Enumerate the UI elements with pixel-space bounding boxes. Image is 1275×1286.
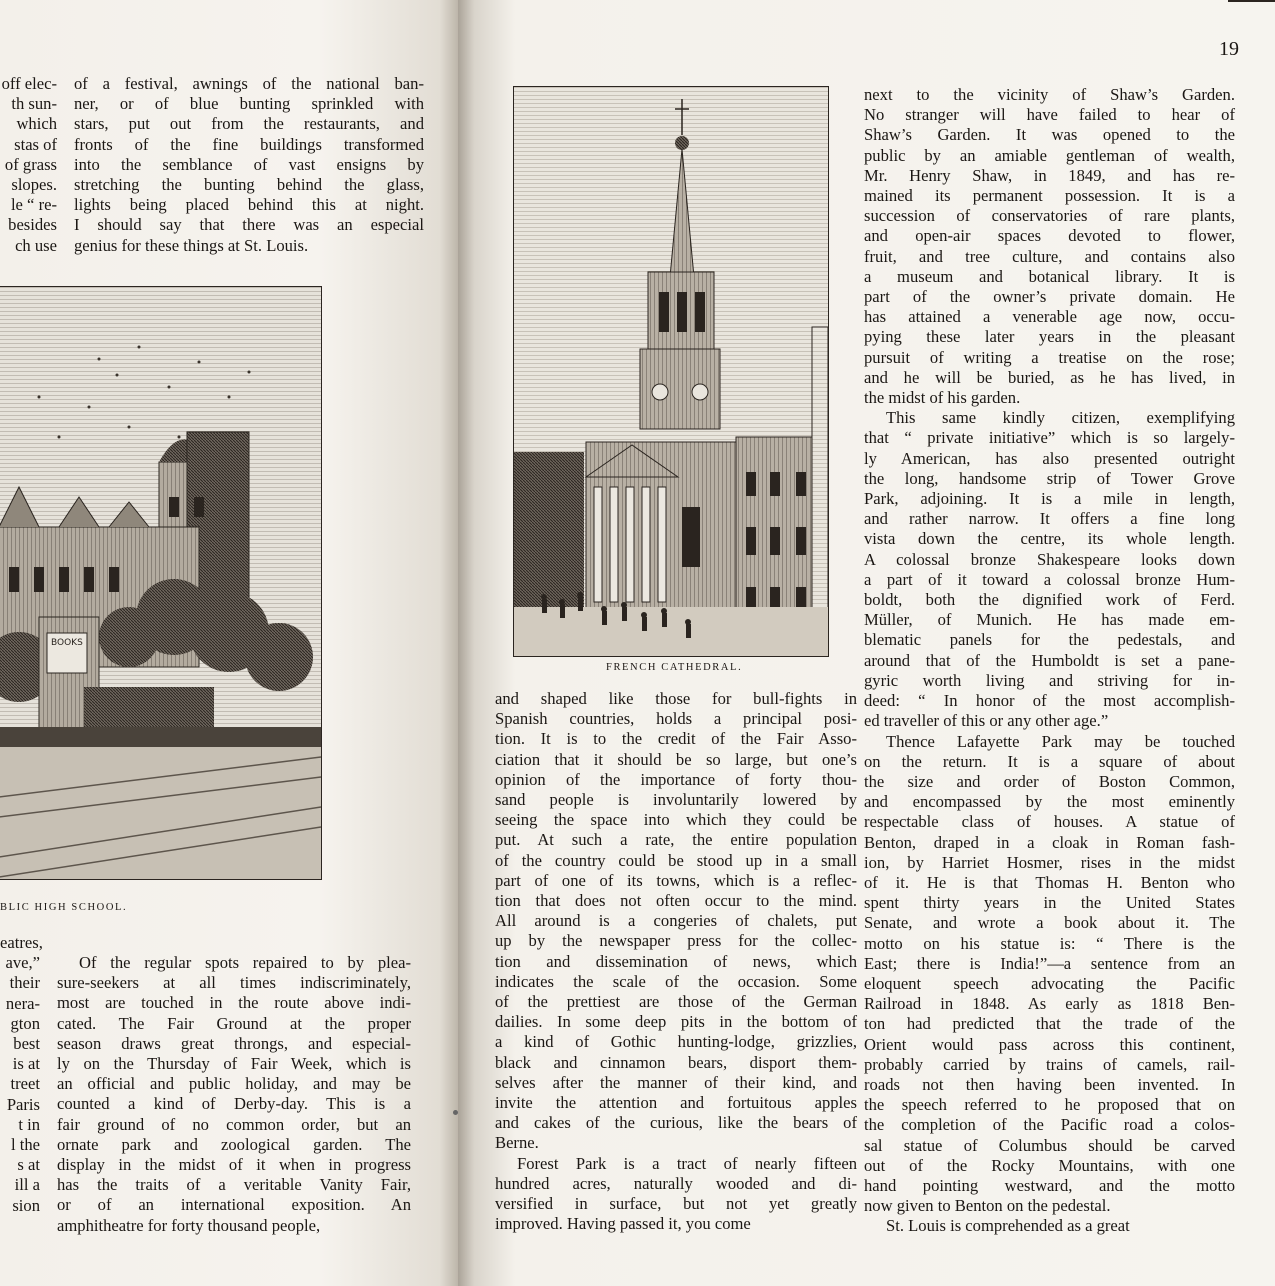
text-line: I should say that there was an especial xyxy=(74,215,424,235)
text-line: and he will be buried, as he has lived, in xyxy=(864,367,1235,387)
text-line: now given to Benton on the pedestal. xyxy=(864,1196,1111,1216)
text-line: eatres, xyxy=(0,933,43,952)
text-line: motto on his statue is: “ There is the xyxy=(864,933,1235,953)
text-line: nera- xyxy=(5,993,40,1013)
text-line: No stranger will have failed to hear of xyxy=(864,105,1235,125)
text-line: ton had predicted that the trade of the xyxy=(864,1014,1235,1034)
text-line: versified in surface, but not yet greatly xyxy=(495,1194,857,1214)
text-line: put. At such a rate, the entire population xyxy=(495,830,857,850)
text-line: on the return. It is a square of about xyxy=(864,751,1235,771)
text-line: display in the midst of it when in progress xyxy=(57,1155,411,1175)
text-line: lights being placed behind this at night. xyxy=(74,195,424,215)
french-cathedral-illustration xyxy=(513,86,829,657)
text-line: selves after the manner of their kind, and xyxy=(495,1072,857,1092)
text-line: of the country could be stood up in a small xyxy=(495,850,857,870)
text-line: gton xyxy=(10,1013,40,1033)
text-line: stas of xyxy=(14,134,57,154)
text-line: t in xyxy=(18,1114,40,1134)
text-line: has attained a venerable age now, occu- xyxy=(864,307,1235,327)
text-line: succession of conservatories of rare plants, xyxy=(864,206,1235,226)
text-line: ly on the Thursday of Fair Week, which is xyxy=(57,1054,411,1074)
text-line: th sun- xyxy=(11,94,57,114)
text-line: Spanish countries, holds a principal posi- xyxy=(495,709,857,729)
text-line: ly American, has also presented outright xyxy=(864,448,1235,468)
text-line: respectable class of houses. A statue of xyxy=(864,812,1235,832)
text-line: Forest Park is a tract of nearly fifteen xyxy=(517,1153,857,1173)
text-line: the midst of his garden. xyxy=(864,388,1021,408)
text-line: a part of it toward a colossal bronze Hum- xyxy=(864,569,1235,589)
text-line: pursuit of writing a treatise on the rose; xyxy=(864,347,1235,367)
text-line: the long, handsome strip of Tower Grove xyxy=(864,468,1235,488)
text-line: part of the owner’s private domain. He xyxy=(864,287,1235,307)
text-line: has the traits of a veritable Vanity Fair, xyxy=(57,1175,411,1195)
page-edge xyxy=(1228,0,1275,2)
text-line: Paris xyxy=(6,1094,40,1114)
text-line: which xyxy=(16,114,57,134)
text-line: of it. He is that Thomas H. Benton who xyxy=(864,872,1235,892)
left-illustration-caption: BLIC HIGH SCHOOL. xyxy=(0,902,128,913)
top-left-fragments xyxy=(0,74,57,256)
text-line: boldt, both the dignified work of Ferd. xyxy=(864,590,1235,610)
text-line: roads not then having been invented. In xyxy=(864,1074,1235,1094)
text-line: vista down the centre, its whole length. xyxy=(864,529,1235,549)
text-line: Of the regular spots repaired to by plea- xyxy=(79,953,411,972)
text-line: Müller, of Munich. He has made em- xyxy=(864,610,1235,630)
text-line: besides xyxy=(8,215,57,235)
text-line: around that of the Humboldt is set a pane- xyxy=(864,650,1235,670)
text-line: spent thirty years in the United States xyxy=(864,893,1235,913)
text-line: amphitheatre for forty thousand people, xyxy=(57,1215,321,1235)
text-line: of grass xyxy=(4,154,57,174)
text-line: Berne. xyxy=(495,1133,539,1153)
text-line: stars, put out from the restaurants, and xyxy=(74,114,424,134)
page-number: 19 xyxy=(1219,38,1239,60)
text-line: next to the vicinity of Shaw’s Garden. xyxy=(864,85,1235,104)
text-line: sand people is involuntarily lowered by xyxy=(495,790,857,810)
text-line: improved. Having passed it, you come xyxy=(495,1214,751,1234)
text-line: Thence Lafayette Park may be touched xyxy=(886,731,1235,751)
text-line: tion that does not often occur to the mind. xyxy=(495,891,857,911)
left-page-bottom-column xyxy=(57,953,411,1236)
page-mark xyxy=(453,1110,458,1115)
text-line: and cakes of the curious, like the bears of xyxy=(495,1113,857,1133)
text-line: the completion of the Pacific road a colos- xyxy=(864,1115,1235,1135)
sign-text: BOOKS xyxy=(51,638,83,648)
text-line: pying these later years in the pleasant xyxy=(864,327,1235,347)
text-line: ion, by Harriet Hosmer, rises in the midst xyxy=(864,852,1235,872)
text-line: s at xyxy=(17,1155,40,1175)
text-line: indicates the scale of the occasion. Some xyxy=(495,971,857,991)
text-line: that “ private initiative” which is so largely- xyxy=(864,428,1235,448)
text-line: treet xyxy=(10,1074,40,1094)
right-page-right-column xyxy=(864,85,1235,1237)
text-line: Orient would pass across this continent, xyxy=(864,1034,1235,1054)
text-line: part of one of its towns, which is a reflec- xyxy=(495,870,857,890)
text-line: sure-seekers at all times indiscriminately, xyxy=(57,973,411,993)
text-line: fruit, and tree culture, and contains also xyxy=(864,246,1235,266)
text-line: sal statue of Columbus should be carved xyxy=(864,1135,1235,1155)
text-line: public by an amiable gentleman of wealth, xyxy=(864,145,1235,165)
text-line: their xyxy=(9,973,40,993)
text-line: eloquent speech advocating the Pacific xyxy=(864,973,1235,993)
text-line: out of the Rocky Mountains, with one xyxy=(864,1155,1235,1175)
text-line: off elec- xyxy=(1,74,57,93)
text-line: ciation that it should be so large, but one’s xyxy=(495,749,857,769)
public-high-school-illustration xyxy=(0,286,322,880)
text-line: fronts of the fine buildings transformed xyxy=(74,134,424,154)
text-line: Senate, and wrote a book about it. The xyxy=(864,913,1235,933)
text-line: mained its permanent possession. It is a xyxy=(864,186,1235,206)
text-line: into the semblance of vast ensigns by xyxy=(74,154,424,174)
text-line: up by the newspaper press for the collec- xyxy=(495,931,857,951)
right-page xyxy=(458,0,1275,1286)
text-line: tion and dissemination of news, which xyxy=(495,951,857,971)
text-line: ner, or of blue bunting sprinkled with xyxy=(74,94,424,114)
text-line: ornate park and zoological garden. The xyxy=(57,1134,411,1154)
bottom-left-fragments xyxy=(0,933,43,1216)
text-line: hundred acres, naturally wooded and di- xyxy=(495,1173,857,1193)
text-line: All around is a congeries of chalets, put xyxy=(495,911,857,931)
text-line: gyric worth living and striving for in- xyxy=(864,670,1235,690)
text-line: and encompassed by the most eminently xyxy=(864,792,1235,812)
text-line: or of an international exposition. An xyxy=(57,1195,411,1215)
text-line: cated. The Fair Ground at the proper xyxy=(57,1013,411,1033)
text-line: and open-air spaces devoted to flower, xyxy=(864,226,1235,246)
text-line: St. Louis is comprehended as a great xyxy=(886,1216,1130,1236)
text-line: This same kindly citizen, exemplifying xyxy=(886,408,1235,428)
text-line: A colossal bronze Shakespeare looks down xyxy=(864,549,1235,569)
text-line: ill a xyxy=(14,1175,40,1195)
text-line: sion xyxy=(12,1195,40,1215)
text-line: blematic panels for the pedestals, and xyxy=(864,630,1235,650)
text-line: is at xyxy=(12,1054,40,1074)
text-line: ed traveller of this or any other age.” xyxy=(864,711,1109,731)
text-line: tion. It is to the credit of the Fair Asso- xyxy=(495,729,857,749)
text-line: East; there is India!”—a sentence from an xyxy=(864,953,1235,973)
text-line: fair ground of no common order, but an xyxy=(57,1114,411,1134)
text-line: an official and public holiday, and may be xyxy=(57,1074,411,1094)
text-line: le “ re- xyxy=(10,195,57,215)
text-line: stretching the bunting behind the glass, xyxy=(74,175,424,195)
text-line: slopes. xyxy=(11,175,57,195)
text-line: a kind of Gothic hunting-lodge, grizzlies, xyxy=(495,1032,857,1052)
text-line: counted a kind of Derby-day. This is a xyxy=(57,1094,411,1114)
text-line: dailies. In some deep pits in the bottom of xyxy=(495,1012,857,1032)
right-illustration-caption: FRENCH CATHEDRAL. xyxy=(606,662,743,673)
right-page-middle-column xyxy=(495,689,857,1234)
left-page xyxy=(0,0,458,1286)
text-line: Railroad in 1848. As early as 1818 Ben- xyxy=(864,994,1235,1014)
text-line: ave,” xyxy=(5,953,40,973)
text-line: deed: “ In honor of the most accomplish- xyxy=(864,691,1235,711)
text-line: ch use xyxy=(15,235,57,255)
text-line: of a festival, awnings of the national ban- xyxy=(74,74,424,93)
text-line: black and cinnamon bears, disport them- xyxy=(495,1052,857,1072)
text-line: opinion of the importance of forty thou- xyxy=(495,769,857,789)
text-line: Benton, draped in a cloak in Roman fash- xyxy=(864,832,1235,852)
text-line: of the prettiest are those of the German xyxy=(495,992,857,1012)
text-line: Mr. Henry Shaw, in 1849, and has re- xyxy=(864,165,1235,185)
text-line: genius for these things at St. Louis. xyxy=(74,235,309,255)
text-line: and shaped like those for bull-fights in xyxy=(495,689,857,708)
text-line: Park, adjoining. It is a mile in length, xyxy=(864,489,1235,509)
text-line: best xyxy=(13,1034,40,1054)
text-line: seeing the space into which they could be xyxy=(495,810,857,830)
text-line: and rather narrow. It offers a fine long xyxy=(864,509,1235,529)
left-page-top-column xyxy=(74,74,424,256)
text-line: most are touched in the route above indi- xyxy=(57,993,411,1013)
text-line: invite the attention and fortuitous apples xyxy=(495,1093,857,1113)
text-line: a museum and botanical library. It is xyxy=(864,266,1235,286)
text-line: l the xyxy=(10,1135,40,1155)
text-line: season draws great throngs, and especial- xyxy=(57,1033,411,1053)
text-line: Shaw’s Garden. It was opened to the xyxy=(864,125,1235,145)
text-line: probably carried by trains of camels, rail- xyxy=(864,1054,1235,1074)
text-line: the size and order of Boston Common, xyxy=(864,771,1235,791)
text-line: hand pointing westward, and the motto xyxy=(864,1175,1235,1195)
text-line: the speech referred to he proposed that on xyxy=(864,1095,1235,1115)
